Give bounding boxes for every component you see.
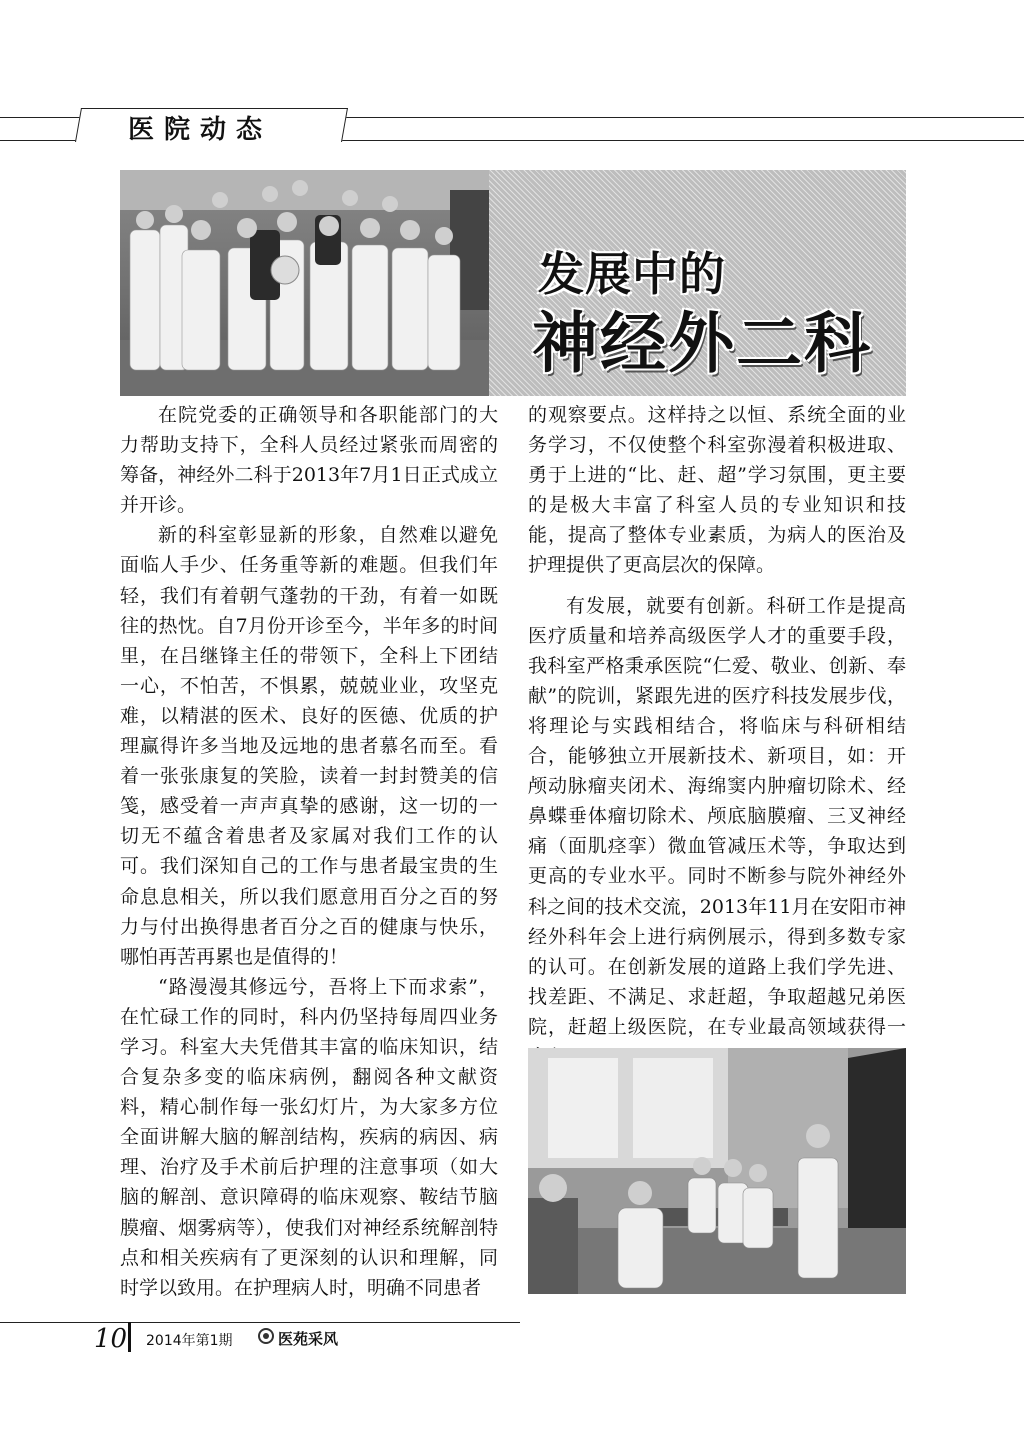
footer-bar: [128, 1322, 131, 1352]
paragraph-continued: 的观察要点。这样持之以恒、系统全面的业务学习，不仅使整个科室弥漫着积极进取、勇于上进的“比、赶、超”学习氛围，更主要的是极大丰富了科室人员的专业知识和技能，提高了整体专业素质，为病人的医治及护理提供了更高层次的保障。: [528, 404, 906, 577]
footer-rule: [0, 1322, 520, 1323]
article-title-line1: 发展中的: [538, 247, 726, 301]
right-text-column: [528, 400, 906, 1038]
article-title-line2: 神经外二科: [532, 305, 872, 382]
group-photo: [120, 170, 490, 396]
magazine-name: 医苑采风: [278, 1330, 339, 1348]
paragraph: 在院党委的正确领导和各职能部门的大力帮助支持下，全科人员经过紧张而周密的筹备，神经外二科于2013年7月1日正式成立并开诊。: [120, 404, 498, 517]
left-text-column: [120, 400, 498, 1300]
paragraph: “路漫漫其修远兮，吾将上下而求索”，在忙碌工作的同时，科内仍坚持每周四业务学习。科室大夫凭借其丰富的临床知识，结合复杂多变的临床病例，翻阅各种文献资料，精心制作每一张幻灯片，为大家多方位全面讲解大脑的解剖结构，疾病的病因、病理、治疗及手术前后护理的注意事项（如大脑的解剖、意识障碍的临床观察、鞍结节脑膜瘤、烟雾病等），使我们对神经系统解剖特点和相关疾病有了更深刻的认识和理解，同时学以致用。在护理病人时，明确不同患者: [120, 975, 498, 1299]
paragraph: 新的科室彰显新的形象，自然难以避免面临人手少、任务重等新的难题。但我们年轻，我们有着朝气蓬勃的干劲，有着一如既往的热忱。自7月份开诊至今，半年多的时间里，在吕继锋主任的带领下，全科上下团结一心，不怕苦，不惧累，兢兢业业，攻坚克难，以精湛的医术、良好的医德、优质的护理赢得许多当地及远地的患者慕名而至。看着一张张康复的笑脸，读着一封封赞美的信笺，感受着一声声真挚的感谢，这一切的一切无不蕴含着患者及家属对我们工作的认可。我们深知自己的工作与患者最宝贵的生命息息相关，所以我们愿意用百分之百的努力与付出换得患者百分之百的健康与快乐，哪怕再苦再累也是值得的！: [120, 524, 498, 968]
magazine-logo-icon: [258, 1328, 274, 1344]
issue-label: 2014年第1期: [146, 1333, 233, 1349]
paragraph: 有发展，就要有创新。科研工作是提高医疗质量和培养高级医学人才的重要手段，我科室严格秉承医院“仁爱、敬业、创新、奉献”的院训，紧跟先进的医疗科技发展步伐，将理论与实践相结合，将临床与科研相结合，能够独立开展新技术、新项目，如：开颅动脉瘤夹闭术、海绵窦内肿瘤切除术、经鼻蝶垂体瘤切除术、颅底脑膜瘤、三叉神经痛（面肌痉挛）微血管减压术等，争取达到更高的专业水平。同时不断参与院外神经外科之间的技术交流，2013年11月在安阳市神经外科年会上进行病例展示，得到多数专家的认可。在创新发展的道路上我们学先进、找差距、不满足、求赶超，争取超越兄弟医院，赶超上级医院，在专业最高领域获得一: [528, 594, 906, 1038]
page-number: 10: [94, 1324, 128, 1354]
section-title: 医院动态: [128, 115, 273, 145]
lecture-photo: [528, 1048, 906, 1294]
